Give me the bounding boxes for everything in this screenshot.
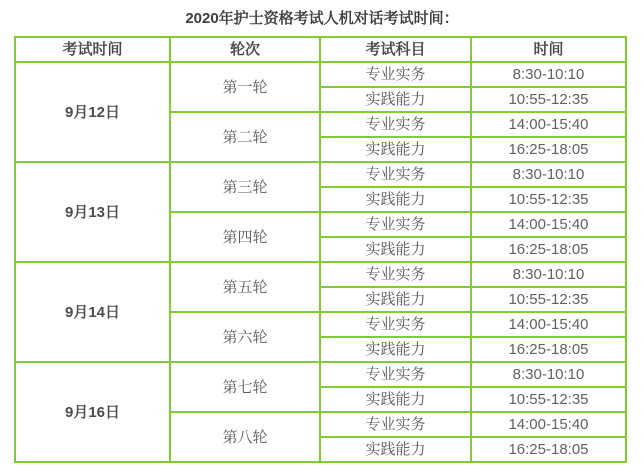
table-row: [15, 362, 626, 387]
round-cell: 第三轮: [170, 162, 320, 212]
time-cell: 14:00-15:40: [471, 212, 626, 237]
date-cell: 9月14日: [15, 262, 170, 362]
subject-cell: 专业实务: [320, 162, 471, 187]
time-cell: 10:55-12:35: [471, 387, 626, 412]
subject-cell: 专业实务: [320, 262, 471, 287]
subject-cell: 实践能力: [320, 287, 471, 312]
col-header-subject: 考试科目: [320, 37, 471, 62]
round-cell: 第七轮: [170, 362, 320, 412]
table-row: [15, 62, 626, 87]
date-cell: 9月13日: [15, 162, 170, 262]
round-cell: 第四轮: [170, 212, 320, 262]
subject-cell: 实践能力: [320, 437, 471, 462]
time-cell: 14:00-15:40: [471, 412, 626, 437]
table-row: [15, 262, 626, 287]
subject-cell: 专业实务: [320, 62, 471, 87]
time-cell: 8:30-10:10: [471, 362, 626, 387]
round-cell: 第一轮: [170, 62, 320, 112]
page-title: 2020年护士资格考试人机对话考试时间：: [185, 10, 459, 27]
time-cell: 10:55-12:35: [471, 287, 626, 312]
round-cell: 第五轮: [170, 262, 320, 312]
col-header-round: 轮次: [170, 37, 320, 62]
time-cell: 8:30-10:10: [471, 162, 626, 187]
round-cell: 第二轮: [170, 112, 320, 162]
subject-cell: 实践能力: [320, 187, 471, 212]
subject-cell: 专业实务: [320, 362, 471, 387]
subject-cell: 专业实务: [320, 412, 471, 437]
subject-cell: 实践能力: [320, 337, 471, 362]
header-row: [15, 37, 626, 62]
date-cell: 9月16日: [15, 362, 170, 462]
col-header-time: 时间: [471, 37, 626, 62]
exam-schedule-table: [14, 36, 627, 463]
date-cell: 9月12日: [15, 62, 170, 162]
time-cell: 10:55-12:35: [471, 87, 626, 112]
col-header-exam-date: 考试时间: [15, 37, 170, 62]
subject-cell: 专业实务: [320, 212, 471, 237]
round-cell: 第六轮: [170, 312, 320, 362]
time-cell: 16:25-18:05: [471, 137, 626, 162]
time-cell: 14:00-15:40: [471, 312, 626, 337]
time-cell: 10:55-12:35: [471, 187, 626, 212]
round-cell: 第八轮: [170, 412, 320, 462]
time-cell: 8:30-10:10: [471, 62, 626, 87]
subject-cell: 专业实务: [320, 312, 471, 337]
time-cell: 8:30-10:10: [471, 262, 626, 287]
subject-cell: 实践能力: [320, 387, 471, 412]
subject-cell: 实践能力: [320, 87, 471, 112]
subject-cell: 实践能力: [320, 137, 471, 162]
subject-cell: 实践能力: [320, 237, 471, 262]
subject-cell: 专业实务: [320, 112, 471, 137]
time-cell: 16:25-18:05: [471, 437, 626, 462]
time-cell: 14:00-15:40: [471, 112, 626, 137]
table-row: [15, 162, 626, 187]
time-cell: 16:25-18:05: [471, 337, 626, 362]
time-cell: 16:25-18:05: [471, 237, 626, 262]
